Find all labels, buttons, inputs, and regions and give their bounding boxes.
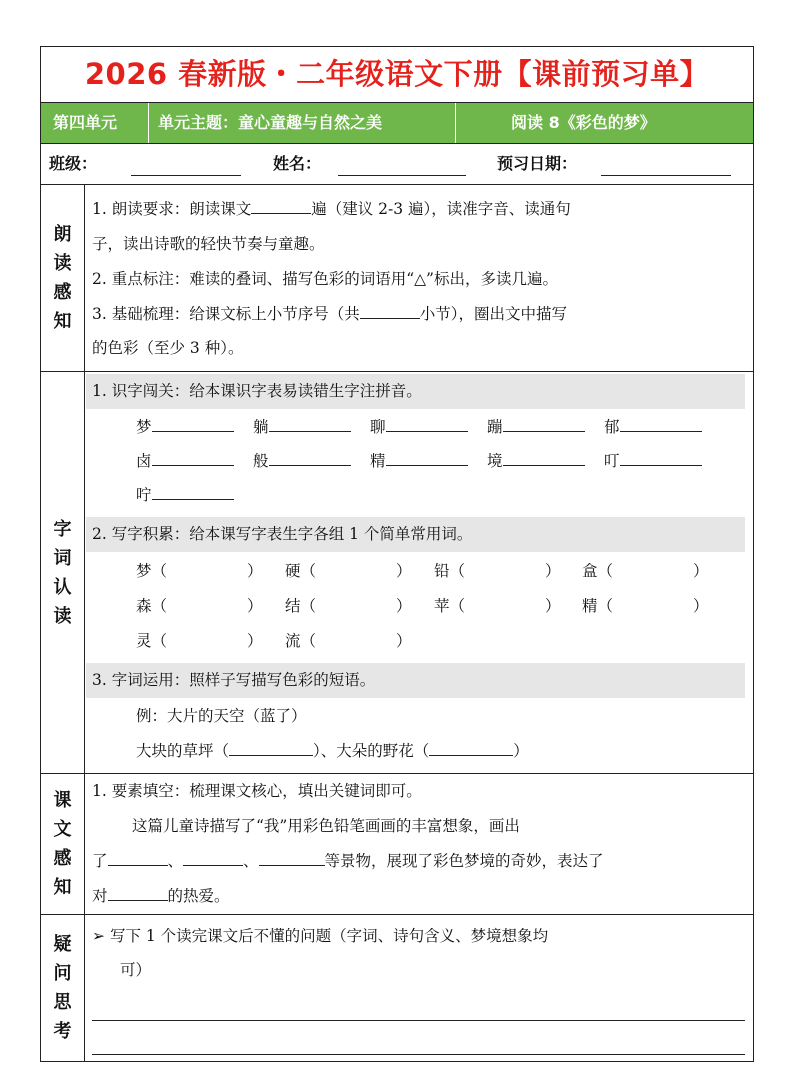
word-group-item: 苹（ ） xyxy=(434,597,561,615)
name-field[interactable] xyxy=(338,175,466,176)
pinyin-item: 般 xyxy=(253,444,351,478)
pinyin-item: 境 xyxy=(487,444,585,478)
reading-line-2: 子，读出诗歌的轻快节奏与童趣。 xyxy=(92,235,325,253)
pinyin-item: 躺 xyxy=(253,410,351,444)
date-label: 预习日期： xyxy=(497,154,578,173)
section-label-text: 课 文 感 知 xyxy=(41,774,85,914)
word-group-item: 精（ ） xyxy=(582,597,709,615)
q3-task: 大块的草坪（ ）、大朵的野花（ ） xyxy=(136,734,529,768)
text-q1-prompt: 1. 要素填空：梳理课文核心，填出关键词即可。 xyxy=(92,782,422,800)
text-paragraph-3: 对 的热爱。 xyxy=(92,879,747,913)
reading-line-1: 1. 朗读要求：朗读课文 遍（建议 2-3 遍），读准字音、读通句 xyxy=(92,192,747,226)
text-paragraph-1: 这篇儿童诗描写了“我”用彩色铅笔画画的丰富想象，画出 xyxy=(132,817,520,835)
student-info-row xyxy=(41,144,753,185)
pinyin-item: 郁 xyxy=(604,410,702,444)
section-reading xyxy=(41,185,753,372)
word-group-item: 流（ ） xyxy=(285,632,412,650)
scene-blank-1[interactable] xyxy=(108,849,168,866)
reading-line-3: 2. 重点标注：难读的叠词、描写色彩的词语用“△”标出，多读几遍。 xyxy=(92,270,558,288)
pinyin-item: 咛 xyxy=(136,478,234,512)
answer-line[interactable] xyxy=(92,1054,745,1055)
section-words xyxy=(41,372,753,774)
worksheet xyxy=(40,46,754,1062)
scene-blank-3[interactable] xyxy=(259,849,325,866)
text-paragraph-2: 了 、 、 等景物，展现了彩色梦境的奇妙，表达了 xyxy=(92,844,747,878)
question-line-2: 可） xyxy=(120,961,152,979)
reading-line-4: 3. 基础梳理：给课文标上小节序号（共 小节），圈出文中描写 xyxy=(92,297,747,331)
pinyin-item: 蹦 xyxy=(487,410,585,444)
pinyin-item: 卤 xyxy=(136,444,234,478)
arrow-bullet-icon: ➢ xyxy=(92,927,105,945)
reading-title: 阅读 8《彩色的梦》 xyxy=(511,113,656,132)
grass-color-blank[interactable] xyxy=(229,739,313,756)
section-label-question: 疑 问 思 考 xyxy=(41,915,85,1061)
stanza-count-blank[interactable] xyxy=(360,302,420,319)
worksheet-title: 2026 春新版・二年级语文下册【课前预习单】 xyxy=(41,47,753,103)
reading-line-5: 的色彩（至少 3 种）。 xyxy=(92,339,244,357)
times-blank[interactable] xyxy=(251,197,311,214)
answer-line[interactable] xyxy=(92,1020,745,1021)
word-group-item: 灵（ ） xyxy=(136,632,263,650)
flower-color-blank[interactable] xyxy=(429,739,513,756)
section-question xyxy=(41,915,753,1061)
pinyin-item: 精 xyxy=(370,444,468,478)
class-field[interactable] xyxy=(131,175,241,176)
unit-name: 第四单元 xyxy=(53,113,118,132)
word-group-item: 盒（ ） xyxy=(582,562,709,580)
q3-example: 例：大片的天空（蓝了） xyxy=(136,707,307,725)
section-label-words: 字 词 认 读 xyxy=(41,372,85,773)
q3-prompt: 3. 字词运用：照样子写描写色彩的短语。 xyxy=(92,671,376,689)
word-group-item: 结（ ） xyxy=(285,597,412,615)
pinyin-item: 聊 xyxy=(370,410,468,444)
word-group-item: 森（ ） xyxy=(136,597,263,615)
word-group-item: 铅（ ） xyxy=(434,562,561,580)
divider xyxy=(148,103,149,143)
word-group-item: 梦（ ） xyxy=(136,562,263,580)
class-label: 班级： xyxy=(49,154,98,173)
date-field[interactable] xyxy=(601,175,731,176)
divider xyxy=(455,103,456,143)
unit-header-bar xyxy=(41,103,753,144)
section-label-reading: 朗 读 感 知 xyxy=(41,185,85,371)
q1-prompt: 1. 识字闯关：给本课识字表易读错生字注拼音。 xyxy=(92,382,422,400)
love-object-blank[interactable] xyxy=(108,884,168,901)
unit-theme: 单元主题：童心童趣与自然之美 xyxy=(158,113,383,132)
word-group-item: 硬（ ） xyxy=(285,562,412,580)
pinyin-item: 叮 xyxy=(604,444,702,478)
scene-blank-2[interactable] xyxy=(183,849,243,866)
name-label: 姓名： xyxy=(273,154,322,173)
q2-prompt: 2. 写字积累：给本课写字表生字各组 1 个简单常用词。 xyxy=(92,525,473,543)
question-line-1: ➢ 写下 1 个读完课文后不懂的问题（字词、诗句含义、梦境想象均 xyxy=(92,927,549,945)
pinyin-item: 梦 xyxy=(136,410,234,444)
section-text xyxy=(41,774,753,915)
